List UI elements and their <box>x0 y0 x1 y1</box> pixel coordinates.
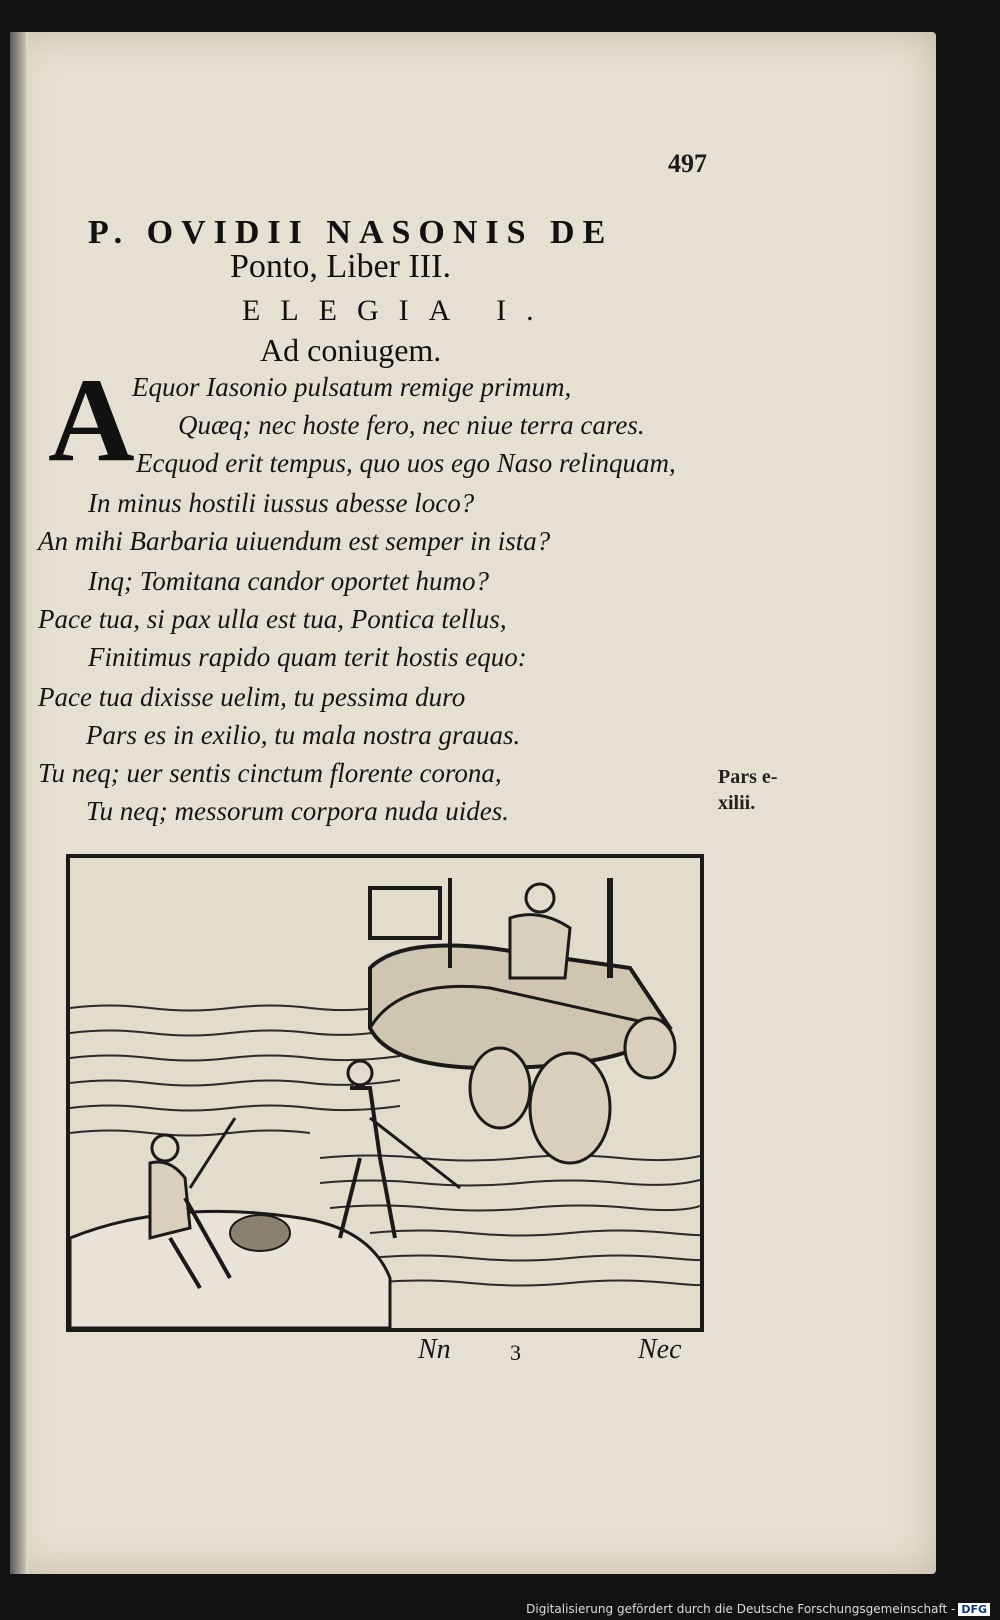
verse-line: An mihi Barbaria uiuendum est semper in ista? <box>38 526 551 556</box>
verse-line: Tu neq; uer sentis cinctum florente corona, <box>38 758 502 788</box>
verse-line: Inq; Tomitana candor oportet humo? <box>88 566 490 596</box>
page-number: 497 <box>668 149 707 178</box>
verse-line: Ecquod erit tempus, quo uos ego Naso relinquam, <box>136 448 676 478</box>
title-elegy: ELEGIA I. <box>242 294 554 327</box>
verse-line: In minus hostili iussus abesse loco? <box>88 488 475 518</box>
title-addressee: Ad coniugem. <box>260 332 442 368</box>
fishing-scene-image <box>70 858 700 1328</box>
title-book: Ponto, Liber III. <box>230 248 451 285</box>
woodcut-illustration <box>66 854 704 1332</box>
marginal-note: Pars e-xilii. <box>718 766 778 814</box>
verse-line: Equor Iasonio pulsatum remige primum, <box>132 372 572 402</box>
footer-credit <box>526 1602 990 1616</box>
drop-capital: A <box>48 353 135 486</box>
footer-text: Digitalisierung gefördert durch die Deutsche Forschungsgemeinschaft - <box>526 1602 956 1616</box>
verse-line: Pace tua, si pax ulla est tua, Pontica tellus, <box>38 604 507 634</box>
verse-line: Tu neq; messorum corpora nuda uides. <box>86 796 509 826</box>
book-spine <box>10 32 28 1574</box>
verse-line: Pace tua dixisse uelim, tu pessima duro <box>38 682 466 712</box>
dfg-logo: DFG <box>958 1603 990 1616</box>
verse-line: Quæq; nec hoste fero, nec niue terra cares. <box>178 410 645 440</box>
book-page <box>10 32 936 1574</box>
verse-line: Pars es in exilio, tu mala nostra grauas. <box>86 720 521 750</box>
title-author: P. OVIDII NASONIS DE <box>88 214 614 251</box>
signature-number: 3 <box>510 1340 521 1365</box>
verse-line: Finitimus rapido quam terit hostis equo: <box>88 642 527 672</box>
catchword: Nec <box>638 1334 682 1365</box>
signature-mark: Nn <box>418 1334 451 1365</box>
